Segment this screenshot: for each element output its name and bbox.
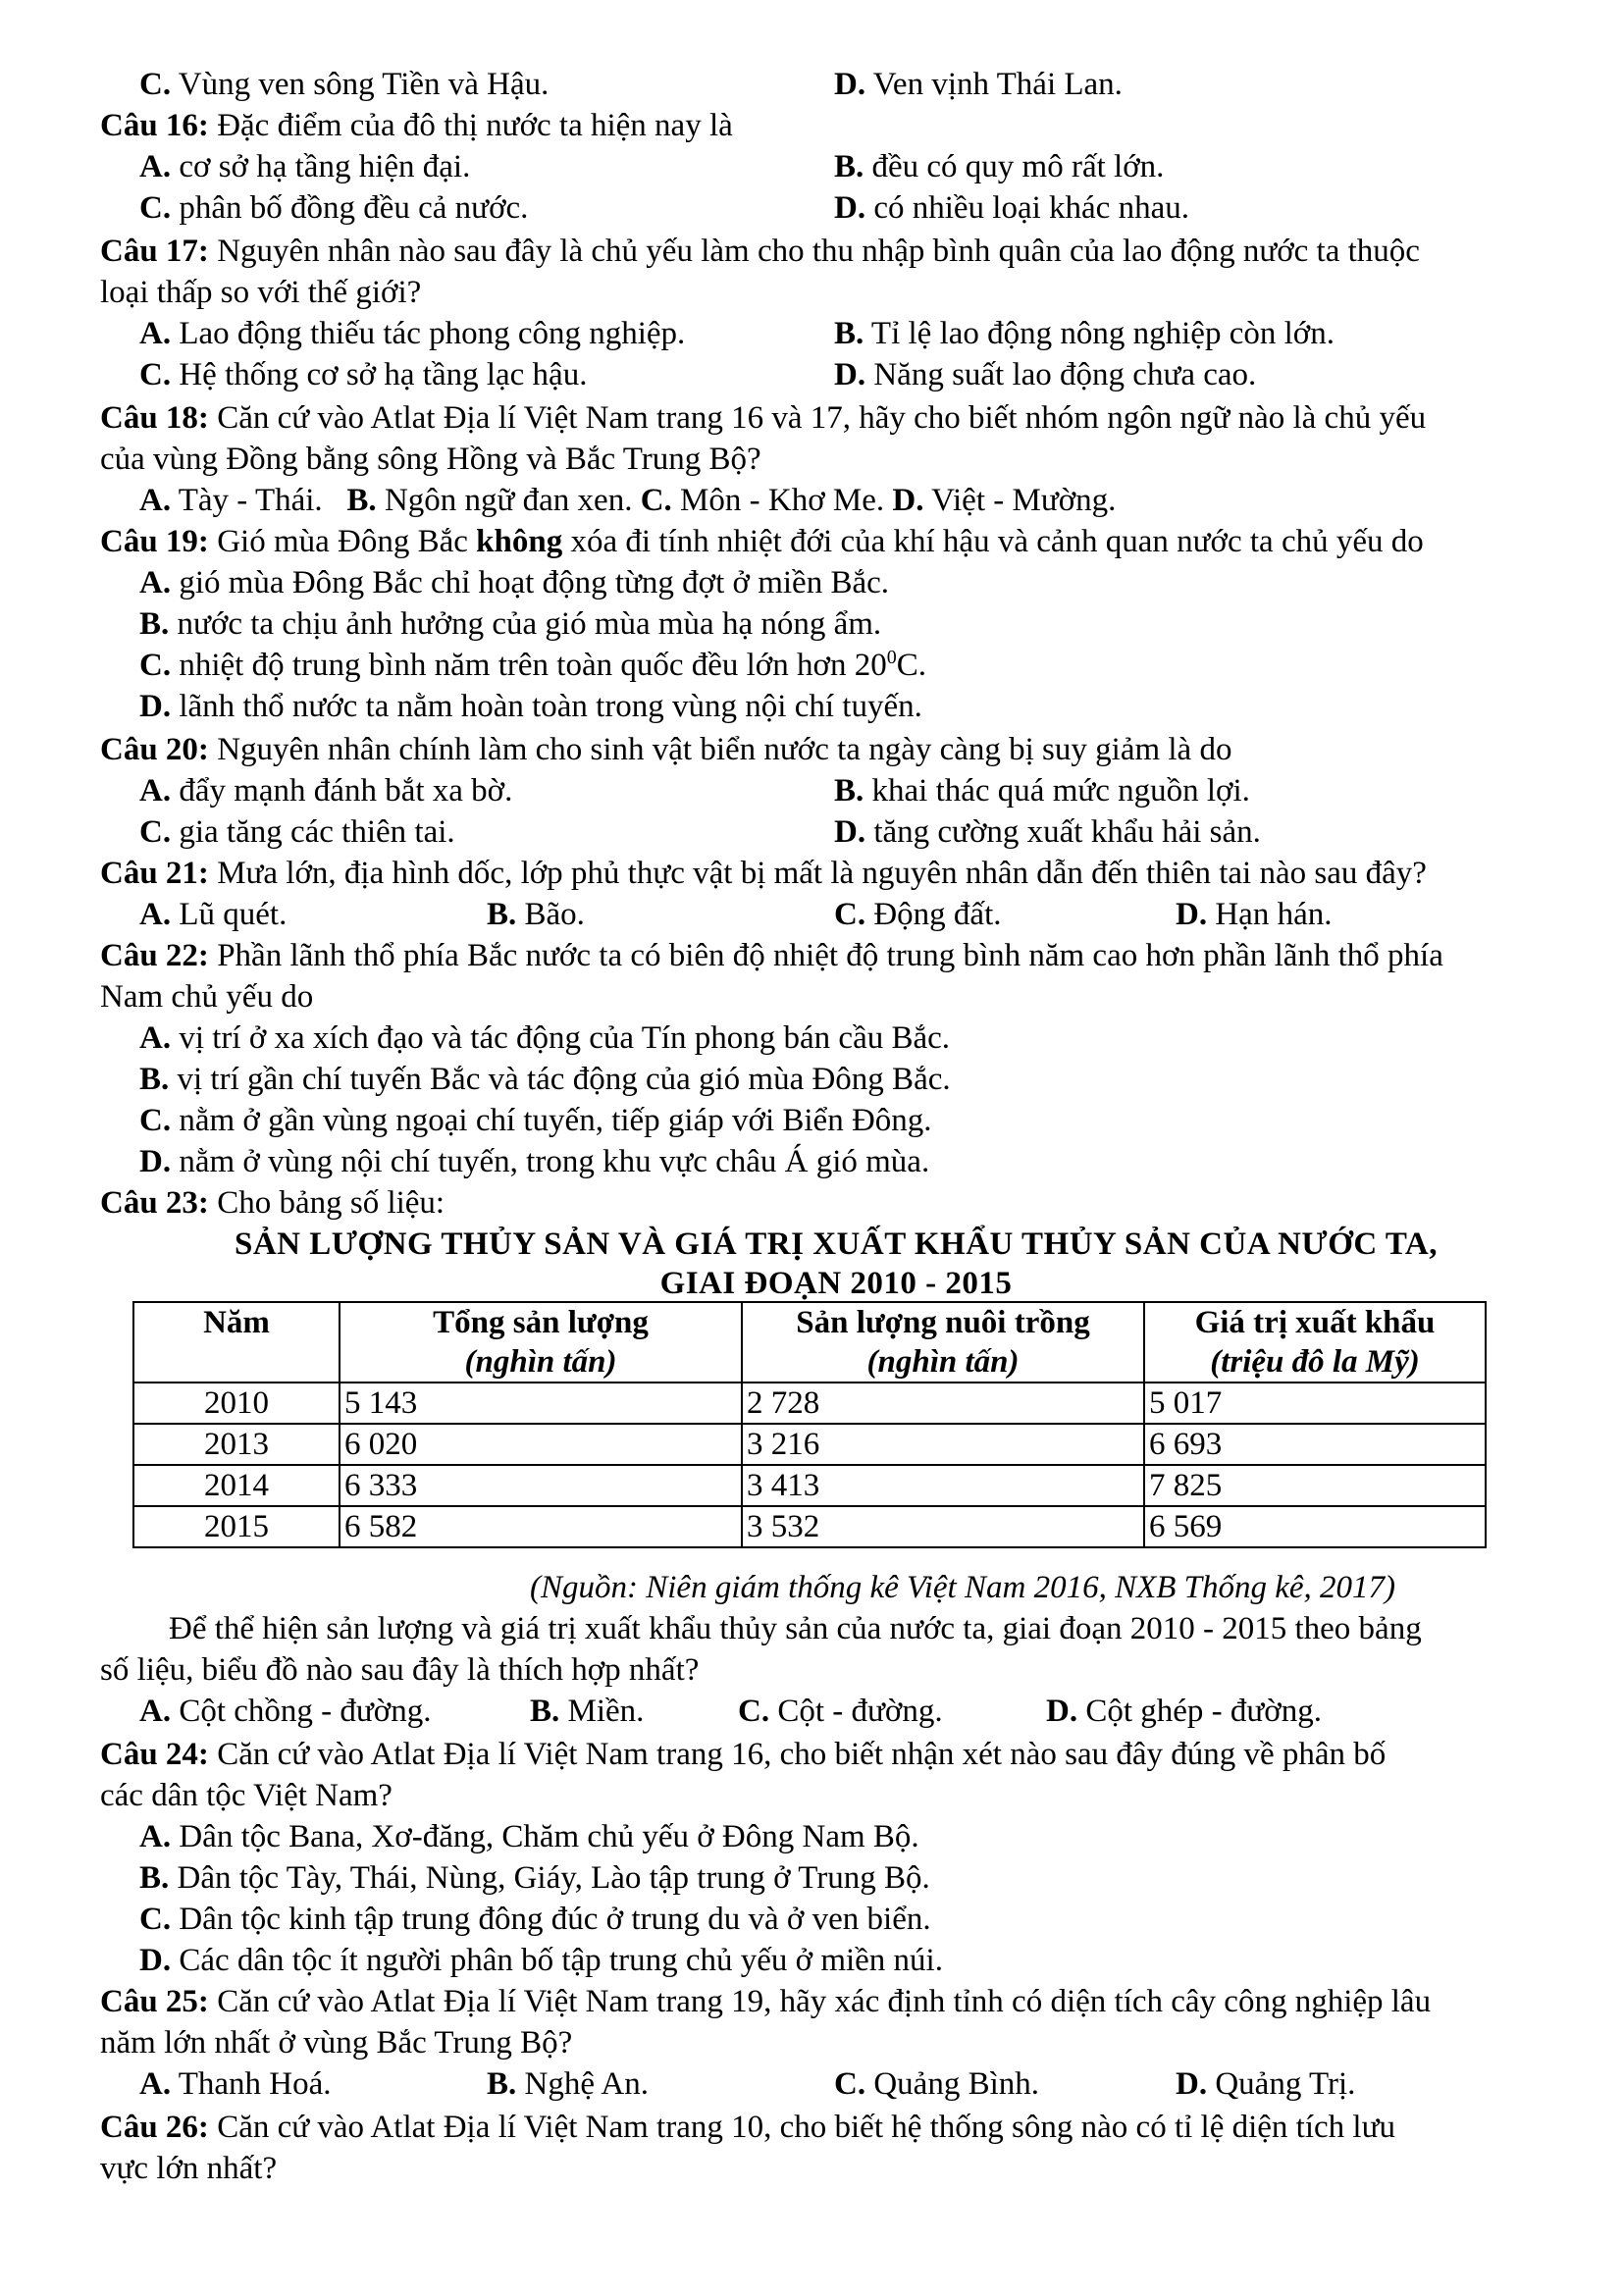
q20-option-b: B. khai thác quá mức nguồn lợi. bbox=[834, 773, 1250, 809]
q16-option-d: D. có nhiều loại khác nhau. bbox=[834, 190, 1189, 226]
table-source: (Nguồn: Niên giám thống kê Việt Nam 2016, NXB Thống kê, 2017) bbox=[530, 1570, 1396, 1605]
question-22-cont: Nam chủ yếu do bbox=[100, 979, 314, 1015]
q16-option-c: C. phân bố đồng đều cả nước. bbox=[139, 190, 529, 226]
table-title: SẢN LƯỢNG THỦY SẢN VÀ GIÁ TRỊ XUẤT KHẨU THỦY SẢN CỦA NƯỚC TA, bbox=[234, 1226, 1438, 1262]
q25-option-c: C. Quảng Bình. bbox=[834, 2066, 1040, 2102]
q25-option-b: B. Nghệ An. bbox=[487, 2066, 650, 2102]
question-16: Câu 16: Đặc điểm của đô thị nước ta hiện nay là bbox=[100, 108, 733, 143]
q19-option-c: C. nhiệt độ trung bình năm trên toàn quốc đều lớn hơn $20^0C$. bbox=[139, 647, 926, 683]
q19-option-d: D. lãnh thổ nước ta nằm hoàn toàn trong vùng nội chí tuyến. bbox=[139, 689, 922, 724]
q22-option-d: D. nằm ở vùng nội chí tuyến, trong khu vực châu Á gió mùa. bbox=[139, 1144, 930, 1179]
question-26-cont: vực lớn nhất? bbox=[100, 2151, 278, 2186]
prev-option-c: C. Vùng ven sông Tiền và Hậu. bbox=[139, 67, 550, 102]
table-cell: 6 582 bbox=[340, 1506, 742, 1547]
q17-option-d: D. Năng suất lao động chưa cao. bbox=[834, 357, 1257, 392]
question-25-cont: năm lớn nhất ở vùng Bắc Trung Bộ? bbox=[100, 2025, 573, 2061]
question-19: Câu 19: Gió mùa Đông Bắc không xóa đi tính nhiệt đới của khí hậu và cảnh quan nước ta chủ yếu do bbox=[100, 524, 1424, 559]
question-24-cont: các dân tộc Việt Nam? bbox=[100, 1778, 393, 1813]
q23-option-d: D. Cột ghép - đường. bbox=[1046, 1694, 1322, 1729]
table-cell: 6 333 bbox=[340, 1465, 742, 1506]
table-row bbox=[133, 1465, 1486, 1506]
table-cell: 6 693 bbox=[1144, 1424, 1486, 1465]
question-20: Câu 20: Nguyên nhân chính làm cho sinh vật biển nước ta ngày càng bị suy giảm là do bbox=[100, 732, 1232, 767]
table-cell: 3 532 bbox=[742, 1506, 1144, 1547]
q23-option-b: B. Miền. bbox=[530, 1694, 645, 1729]
table-cell: 2014 bbox=[133, 1465, 340, 1506]
q21-option-b: B. Bão. bbox=[487, 897, 585, 932]
q17-option-b: B. Tỉ lệ lao động nông nghiệp còn lớn. bbox=[834, 316, 1335, 351]
q21-option-a: A. Lũ quét. bbox=[139, 897, 288, 932]
q17-option-a: A. Lao động thiếu tác phong công nghiệp. bbox=[139, 316, 686, 351]
question-17-cont: loại thấp so với thế giới? bbox=[100, 275, 422, 310]
q20-option-a: A. đẩy mạnh đánh bắt xa bờ. bbox=[139, 773, 513, 809]
table-cell: 7 825 bbox=[1144, 1465, 1486, 1506]
question-22: Câu 22: Phần lãnh thổ phía Bắc nước ta có biên độ nhiệt độ trung bình năm cao hơn phần lãnh thổ phía bbox=[100, 938, 1443, 973]
question-21: Câu 21: Mưa lớn, địa hình dốc, lớp phủ thực vật bị mất là nguyên nhân dẫn đến thiên tai nào sau đây? bbox=[100, 856, 1427, 891]
q18-options: A. Tày - Thái. B. Ngôn ngữ đan xen. C. Môn - Khơ Me. D. Việt - Mường. bbox=[139, 483, 1117, 518]
question-23-prompt: Để thể hiện sản lượng và giá trị xuất khẩu thủy sản của nước ta, giai đoạn 2010 - 2015 theo bảng bbox=[169, 1611, 1422, 1646]
q24-option-d: D. Các dân tộc ít người phân bố tập trung chủ yếu ở miền núi. bbox=[139, 1943, 943, 1978]
q22-option-b: B. vị trí gần chí tuyến Bắc và tác động của gió mùa Đông Bắc. bbox=[139, 1062, 951, 1097]
q24-option-a: A. Dân tộc Bana, Xơ-đăng, Chăm chủ yếu ở Đông Nam Bộ. bbox=[139, 1819, 919, 1854]
header-aquaculture-output: Sản lượng nuôi trồng (nghìn tấn) bbox=[742, 1302, 1144, 1383]
table-cell: 2010 bbox=[133, 1383, 340, 1424]
header-export-value: Giá trị xuất khẩu (triệu đô la Mỹ) bbox=[1144, 1302, 1486, 1383]
data-table bbox=[132, 1301, 1487, 1548]
q23-option-c: C. Cột - đường. bbox=[738, 1694, 943, 1729]
q17-option-c: C. Hệ thống cơ sở hạ tầng lạc hậu. bbox=[139, 357, 588, 392]
question-17: Câu 17: Nguyên nhân nào sau đây là chủ yếu làm cho thu nhập bình quân của lao động nước ta thuộc bbox=[100, 234, 1420, 269]
table-cell: 6 020 bbox=[340, 1424, 742, 1465]
q25-option-a: A. Thanh Hoá. bbox=[139, 2066, 332, 2102]
question-18-cont: của vùng Đồng bằng sông Hồng và Bắc Trung Bộ? bbox=[100, 442, 761, 477]
question-23: Câu 23: Cho bảng số liệu: bbox=[100, 1185, 445, 1221]
q24-option-c: C. Dân tộc kinh tập trung đông đúc ở trung du và ở ven biển. bbox=[139, 1902, 931, 1937]
q20-option-c: C. gia tăng các thiên tai. bbox=[139, 814, 455, 850]
q16-option-b: B. đều có quy mô rất lớn. bbox=[834, 149, 1165, 184]
prev-option-d: D. Ven vịnh Thái Lan. bbox=[834, 67, 1123, 102]
q25-option-d: D. Quảng Trị. bbox=[1176, 2066, 1356, 2102]
table-cell: 2015 bbox=[133, 1506, 340, 1547]
header-year: Năm bbox=[133, 1302, 340, 1383]
question-25: Câu 25: Căn cứ vào Atlat Địa lí Việt Nam trang 19, hãy xác định tỉnh có diện tích cây công nghiệp lâu bbox=[100, 1984, 1432, 2019]
table-header-row bbox=[133, 1302, 1486, 1383]
q21-option-c: C. Động đất. bbox=[834, 897, 1002, 932]
table-cell: 3 216 bbox=[742, 1424, 1144, 1465]
q22-option-c: C. nằm ở gần vùng ngoại chí tuyến, tiếp giáp với Biển Đông. bbox=[139, 1103, 932, 1138]
question-18: Câu 18: Căn cứ vào Atlat Địa lí Việt Nam trang 16 và 17, hãy cho biết nhóm ngôn ngữ nào là chủ yếu bbox=[100, 400, 1427, 436]
q19-option-b: B. nước ta chịu ảnh hưởng của gió mùa mùa hạ nóng ẩm. bbox=[139, 606, 882, 642]
question-24: Câu 24: Căn cứ vào Atlat Địa lí Việt Nam trang 16, cho biết nhận xét nào sau đây đúng về phân bố bbox=[100, 1737, 1387, 1772]
q24-option-b: B. Dân tộc Tày, Thái, Nùng, Giáy, Lào tập trung ở Trung Bộ. bbox=[139, 1860, 930, 1896]
header-total-output: Tổng sản lượng (nghìn tấn) bbox=[340, 1302, 742, 1383]
table-cell: 5 143 bbox=[340, 1383, 742, 1424]
question-23-prompt-cont: số liệu, biểu đồ nào sau đây là thích hợp nhất? bbox=[100, 1652, 700, 1688]
q16-option-a: A. cơ sở hạ tầng hiện đại. bbox=[139, 149, 471, 184]
q21-option-d: D. Hạn hán. bbox=[1176, 897, 1333, 932]
table-row bbox=[133, 1506, 1486, 1547]
question-26: Câu 26: Căn cứ vào Atlat Địa lí Việt Nam trang 10, cho biết hệ thống sông nào có tỉ lệ diện tích lưu bbox=[100, 2110, 1395, 2145]
table-cell: 5 017 bbox=[1144, 1383, 1486, 1424]
table-row bbox=[133, 1383, 1486, 1424]
q23-option-a: A. Cột chồng - đường. bbox=[139, 1694, 432, 1729]
table-cell: 2 728 bbox=[742, 1383, 1144, 1424]
table-subtitle: GIAI ĐOẠN 2010 - 2015 bbox=[659, 1266, 1013, 1301]
table-cell: 6 569 bbox=[1144, 1506, 1486, 1547]
q20-option-d: D. tăng cường xuất khẩu hải sản. bbox=[834, 814, 1261, 850]
q22-option-a: A. vị trí ở xa xích đạo và tác động của Tín phong bán cầu Bắc. bbox=[139, 1020, 951, 1056]
q19-option-a: A. gió mùa Đông Bắc chỉ hoạt động từng đợt ở miền Bắc. bbox=[139, 565, 890, 600]
table-row bbox=[133, 1424, 1486, 1465]
table-cell: 2013 bbox=[133, 1424, 340, 1465]
table-cell: 3 413 bbox=[742, 1465, 1144, 1506]
